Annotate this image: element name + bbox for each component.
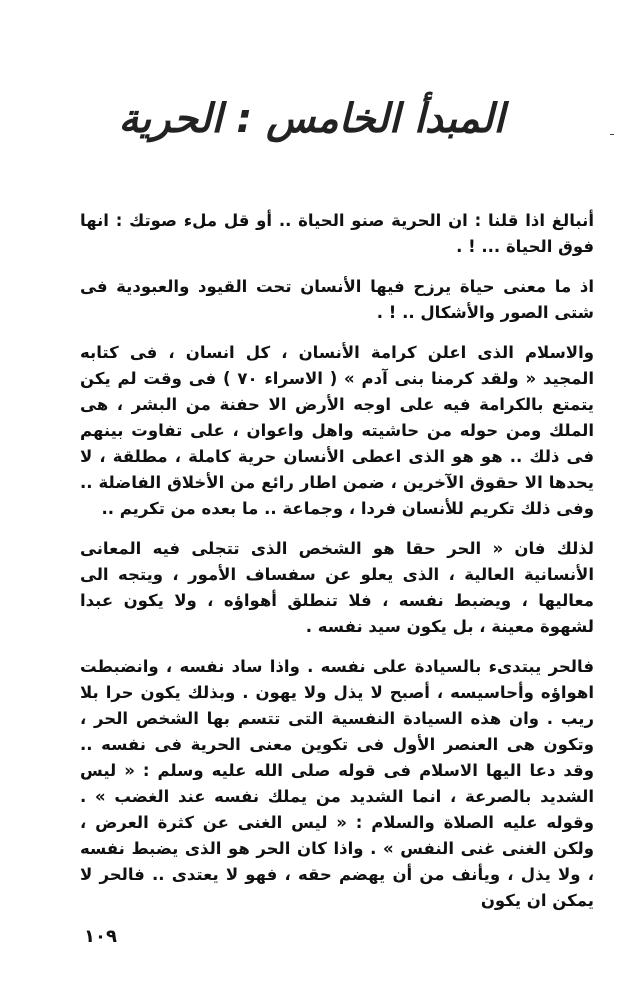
paragraph-1: أنبالغ اذا قلنا : ان الحرية صنو الحياة .. أو قل ملء صوتك : انها فوق الحياة ... ! .: [80, 211, 594, 256]
body-text: [80, 208, 594, 928]
paragraph-5: فالحر يبتدىء بالسيادة على نفسه . واذا ساد نفسه ، وانضبطت اهواؤه وأحاسيسه ، أصبح لا يذل ولا يهون . وبذلك يكون حرا بلا ريب . وان هذه السيادة النفسية التى تتسم بها الشخص الحر ، وتكون هى العنصر الأول فى تكوين معنى الحرية فى نفسه .. وقد دعا اليها الاسلام فى قوله صلى الله عليه وسلم : « ليس الشديد بالصرعة ، انما الشديد من يملك نفسه عند الغضب » . وقوله عليه الصلاة والسلام : « ليس الغنى عن كثرة العرض ، ولكن الغنى غنى النفس » . واذا كان الحر هو الذى يضبط نفسه ، ولا يذل ، ويأنف من أن يهضم حقه ، فهو لا يعتدى .. فالحر لا يمكن ان يكون: [80, 657, 594, 910]
chapter-title: المبدأ الخامس : الحرية: [118, 96, 505, 142]
paragraph-4: لذلك فان « الحر حقا هو الشخص الذى تتجلى فيه المعانى الأنسانية العالية ، الذى يعلو عن سفساف الأمور ، ويتجه الى معاليها ، ويضبط نفسه ، فلا تنطلق أهواؤه ، ولا يكون عبدا لشهوة معينة ، بل يكون سيد نفسه .: [80, 539, 594, 636]
paragraph-3: والاسلام الذى اعلن كرامة الأنسان ، كل انسان ، فى كتابه المجيد « ولقد كرمنا بنى آدم » ( الاسراء ٧٠ ) فى وقت لم يكن يتمتع بالكرامة فيه على اوجه الأرض الا حفنة من البشر ، هى الملك ومن حوله من حاشيته واهل واعوان ، على تفاوت بينهم فى ذلك .. هو هو الذى اعطى الأنسان حرية كاملة ، مطلقة ، لا يحدها الا حقوق الآخرين ، ضمن اطار رائع من الأخلاق الفاضلة .. وفى ذلك تكريم للأنسان فردا ، وجماعة .. ما بعده من تكريم ..: [80, 343, 594, 518]
page-edge-mark: [610, 134, 614, 135]
paragraph-2: اذ ما معنى حياة يرزح فيها الأنسان تحت القيود والعبودية فى شتى الصور والأشكال .. ! .: [80, 277, 594, 322]
page-number: ١٠٩: [84, 926, 117, 947]
